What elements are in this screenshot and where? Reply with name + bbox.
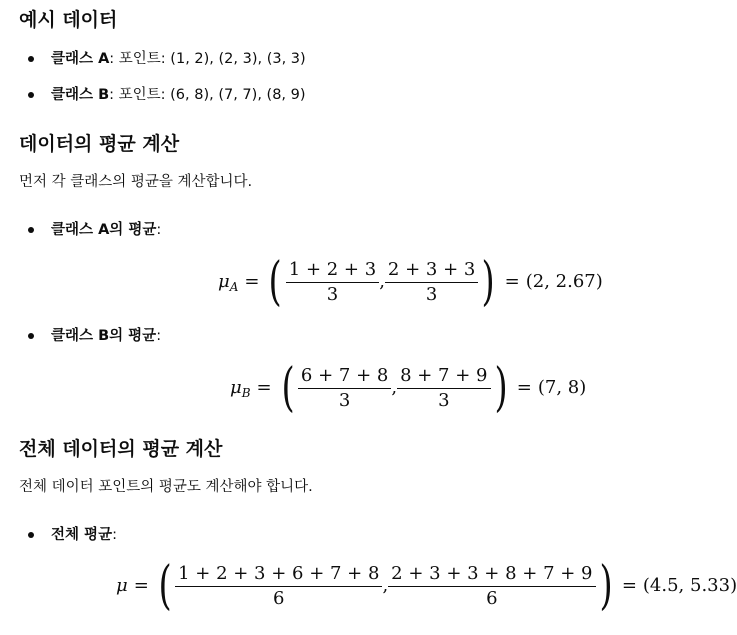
list-item-class-a — [51, 49, 306, 69]
bullet-icon — [28, 227, 34, 233]
equation-mean-b: $\mu_B$ = ( $\frac{6 + 7 + 8}{3}$ , $\frac{8 + 7 + 9}{3}$ ) = (7, 8) — [230, 358, 587, 418]
open-paren-icon: ( — [281, 358, 295, 418]
list-item-mean-b — [51, 326, 161, 346]
paragraph-class-means: 먼저 각 클래스의 평균을 계산합니다. — [19, 174, 253, 190]
math-subscript: A — [229, 280, 239, 294]
list-item-text: : — [156, 222, 162, 238]
open-paren-icon: ( — [158, 556, 172, 616]
numerator: 2 + 3 + 3 — [385, 258, 478, 283]
numerator: 1 + 2 + 3 — [286, 258, 379, 283]
numerator: 6 + 7 + 8 — [298, 364, 391, 389]
numerator: 8 + 7 + 9 — [397, 364, 490, 389]
math-subscript: B — [241, 386, 251, 400]
bullet-icon — [28, 56, 34, 62]
heading-example-data: 예시 데이터 — [19, 9, 118, 31]
math-symbol: μ — [218, 271, 230, 292]
list-item-bold: 클래스 B의 평균 — [51, 328, 157, 344]
equation-mean-a: $\mu_A$ = ( $\frac{1 + 2 + 3}{3}$ , $\frac{2 + 3 + 3}{3}$ ) = (2, 2.67) — [218, 252, 603, 312]
list-item-bold: 클래스 B — [51, 87, 110, 103]
denominator: 3 — [425, 283, 438, 305]
bullet-icon — [28, 333, 34, 339]
list-item-text: : — [156, 328, 162, 344]
paragraph-overall-mean: 전체 데이터 포인트의 평균도 계산해야 합니다. — [19, 479, 313, 495]
list-item-text: : 포인트: (1, 2), (2, 3), (3, 3) — [109, 51, 306, 67]
list-item-mean-a — [51, 220, 161, 240]
close-paren-icon: ) — [599, 556, 613, 616]
bullet-icon — [28, 92, 34, 98]
list-item-bold: 전체 평균 — [51, 527, 113, 543]
heading-overall-mean: 전체 데이터의 평균 계산 — [19, 438, 223, 460]
equation-result: (7, 8) — [537, 377, 587, 398]
math-symbol: μ — [230, 377, 242, 398]
list-item-overall-mean — [51, 525, 117, 545]
denominator: 6 — [273, 587, 285, 609]
list-item-bold: 클래스 A — [51, 51, 110, 67]
denominator: 3 — [438, 389, 450, 411]
heading-class-means: 데이터의 평균 계산 — [19, 133, 180, 155]
fraction — [388, 562, 595, 611]
close-paren-icon: ) — [494, 358, 508, 418]
denominator: 6 — [486, 587, 498, 609]
bullet-icon — [28, 532, 34, 538]
denominator: 3 — [326, 283, 339, 305]
equation-result: (2, 2.67) — [525, 271, 603, 292]
list-item-class-b — [51, 85, 306, 105]
open-paren-icon: ( — [269, 252, 283, 312]
fraction — [298, 364, 391, 413]
equation-overall-mean: μ = ( $\frac{1 + 2 + 3 + 6 + 7 + 8}{6}$ , $\frac{2 + 3 + 3 + 8 + 7 + 9}{6}$ ) = (4.5, 5.33) — [116, 556, 737, 616]
fraction — [175, 562, 382, 611]
numerator: 1 + 2 + 3 + 6 + 7 + 8 — [175, 562, 382, 587]
fraction — [385, 258, 478, 307]
close-paren-icon: ) — [481, 252, 496, 312]
list-item-text: : — [112, 527, 117, 543]
list-item-bold: 클래스 A의 평균 — [51, 222, 157, 238]
equation-result: (4.5, 5.33) — [642, 575, 737, 596]
math-symbol: μ — [116, 575, 128, 596]
fraction — [286, 258, 379, 307]
denominator: 3 — [338, 389, 351, 411]
list-item-text: : 포인트: (6, 8), (7, 7), (8, 9) — [109, 87, 306, 103]
fraction — [397, 364, 490, 413]
numerator: 2 + 3 + 3 + 8 + 7 + 9 — [388, 562, 595, 587]
